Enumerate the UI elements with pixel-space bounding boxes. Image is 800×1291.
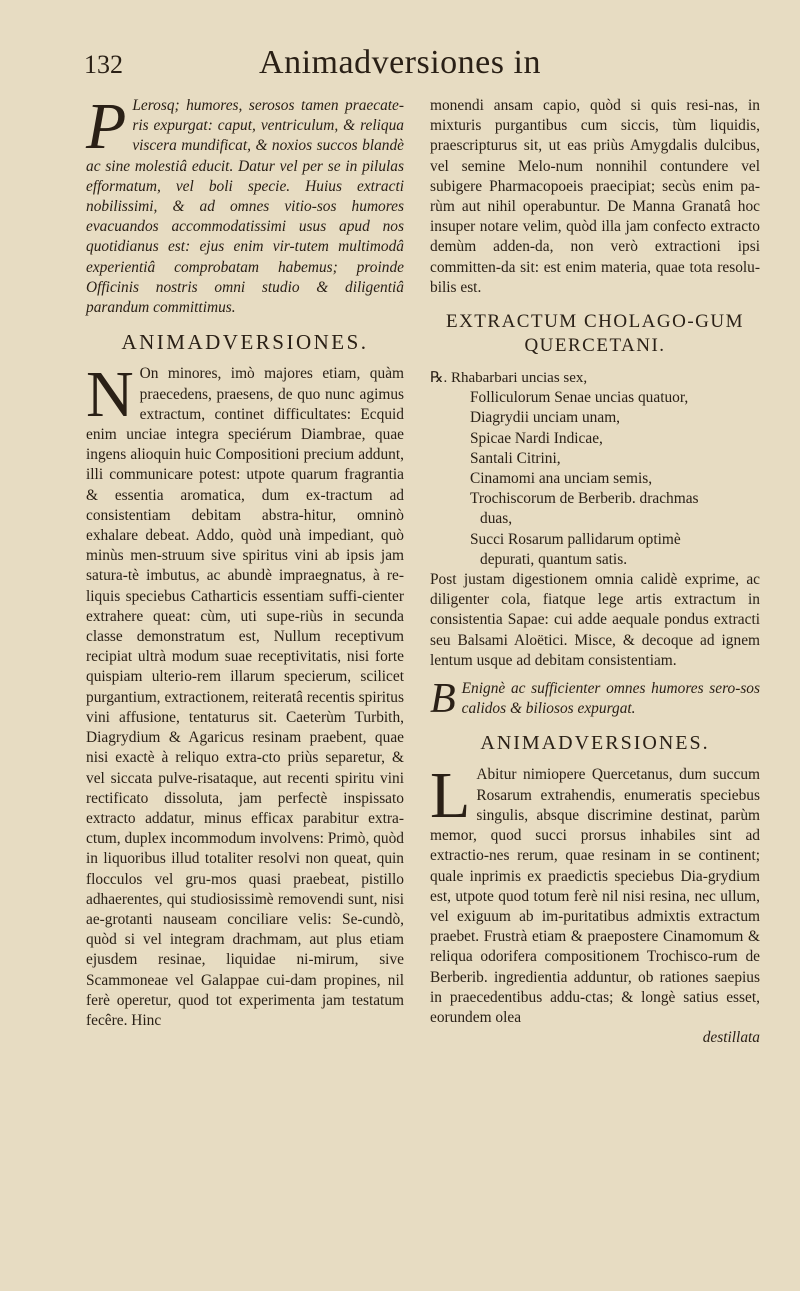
intro-paragraph <box>86 90 404 318</box>
continuation-paragraph: monendi ansam capio, quòd si quis resi-nas, in mixturis purgantibus cum siccis, tùm liquidis, praescripturus sit, ut eas priùs Amygdalis dulcibus, vel semine Melo-num nonnihil contundere vel subigere Pharmacopoeis praecipiat; secùs enim pa-rùm aut nihil operabuntur. De Manna Granatâ hoc insuper notare velim, quòd illa jam confecto extracto demùm adden-da, non verò extractioni ipsi committen-da sit: est enim materia, quae tota resolu-bilis est. <box>430 97 760 296</box>
catchword: destillata <box>702 1029 760 1047</box>
right-column <box>430 96 760 1048</box>
note-text: Enignè ac sufficienter omnes humores sero-sos calidos & biliosos expurgat. <box>461 680 760 718</box>
page-number: 132 <box>84 50 123 79</box>
recipe-instructions: Post justam digestionem omnia calidè exprime, ac diligenter cola, fiatque lege artis extractum in consistentia Sapae: cui adde aequale pondus extracti seu Balsami Aloëtici. Misce, & decoque ad ignem lentum usque ad debitam consistentiam. <box>430 571 760 669</box>
recipe-list <box>430 368 760 570</box>
body-paragraph <box>86 358 404 1031</box>
recipe-item: Folliculorum Senae uncias quatuor, <box>470 389 689 407</box>
recipe-item: Cinamomi ana unciam semis, <box>470 470 653 488</box>
section-heading: ANIMADVERSIONES. <box>121 330 369 355</box>
section-heading: ANIMADVERSIONES. <box>480 732 710 755</box>
final-text: Abitur nimiopere Quercetanus, dum succum Rosarum extrahendis, enumeratis speciebus singulis, absque discrimine destinat, parùm memor, quod succi prorsus inhabiles sint ad extractio-nes rerum, quae resinam in se continent; quale inprimis ex praedictis speciebus Dia-grydium est, utpote quod totum ferè nil nisi resina, nec ullum, vel exiguum ab im-puritatibus admixtis extractum praebet. Frustrà etiam & praepostere Cinamomum & reliqua odorifera compositionem Trochisco-rum de Berberib. ingredientia adduntur, ob rationes saepius in praecedentibus addu-ctas; & longè satius esset, eorundem olea <box>430 766 760 1026</box>
note-paragraph <box>430 676 760 723</box>
recipe-item: depurati, quantum satis. <box>480 550 628 568</box>
recipe-item: Trochiscorum de Berberib. drachmas <box>470 490 699 508</box>
drop-cap: B <box>430 676 456 723</box>
recipe-item: Spicae Nardi Indicae, <box>470 429 603 447</box>
running-title: Animadversiones in <box>259 44 541 81</box>
left-column <box>86 90 404 1031</box>
drop-cap: L <box>430 759 471 833</box>
recipe-item: ℞. Rhabarbari uncias sex, <box>430 370 588 387</box>
recipe-heading: EXTRACTUM CHOLAGO-GUM QUERCETANI. <box>445 311 745 357</box>
final-paragraph <box>430 759 760 1028</box>
drop-cap: N <box>86 358 134 432</box>
recipe-item: Santali Citrini, <box>470 449 561 467</box>
recipe-item: Succi Rosarum pallidarum optimè <box>470 530 681 548</box>
intro-text: Lerosq; humores, serosos tamen praecate-ris expurgat: caput, ventriculum, & reliqua viscera mundificat, & noxios succos blandè ac sine molestiâ educit. Datur vel per se in pilulas efformatum, vel boli specie. Huius extracti nobilissimi, & ad omnes vitio-sos humores evacuandos accommodatissimi usus apud nos quotidianus est: ejus enim vir-tutem multimodâ experientiâ comprobatam habemus; proinde Officinis nostris omni studio & diligentiâ parandum committimus. <box>86 97 404 317</box>
drop-cap: P <box>86 90 127 163</box>
recipe-item: duas, <box>480 510 513 528</box>
recipe-item: Diagrydii unciam unam, <box>470 409 621 427</box>
body-text: On minores, imò majores etiam, quàm praecedens, praesens, de quo nunc agimus extractum, continet difficultates: Ecquid enim unciae integra speciérum Diambrae, quae ingens alioquin huic Compositioni precium addunt, illi communicare potest: utpote quarum fragrantia & essentia aromatica, dum ex-tractum ad consistentiam debitam abstra-hitur, omninò exhalare debeat. Addo, quòd unà impediant, quò minùs men-struum sive spiritus vini ab ipsis jam satura-tè imbutus, ac abundè impraegnatus, à re-liquis speciebus Catharticis essentiam suffi-cienter extrahere queat: cùm, uti supe-riùs in secunda classe demonstratum est, Nullum receptivum recipiat ultrà modum suae receptivitatis, nisi forte quispiam ulterio-rem illarum specierum, scilicet purgantium, extractionem, reiteratâ recentis spiritus vini affusione, tentaturus sit. Caeterùm Turbith, Diagrydium & Agaricus resinam praebent, quae nisi exactè à reliquo extra-cto priùs separetur, & vel siccata pulve-risataque, aut recenti spiritu vini rectificato dissoluta, jam perfectè inspissato extracto addatur, minus efficax parabitur extra-ctum, duplex incommodum involvens: Primò, quòd in liquoribus illud totaliter resolvi non queat, quin flocculos vel gru-mos quasi praebeat, pistillo adhaerentes, qui studiosissimè removendi sunt, nisi ae-grotanti nauseam conciliare velis: Se-cundò, quòd si vel integram drachmam, aut plus etiam ejusdem resinae, liquidae ni-mirum, sive Scammoneae vel Galappae cui-dam propines, nil ferè operetur, quod tot experimenta jam testatum fecêre. Hinc <box>86 365 404 1029</box>
